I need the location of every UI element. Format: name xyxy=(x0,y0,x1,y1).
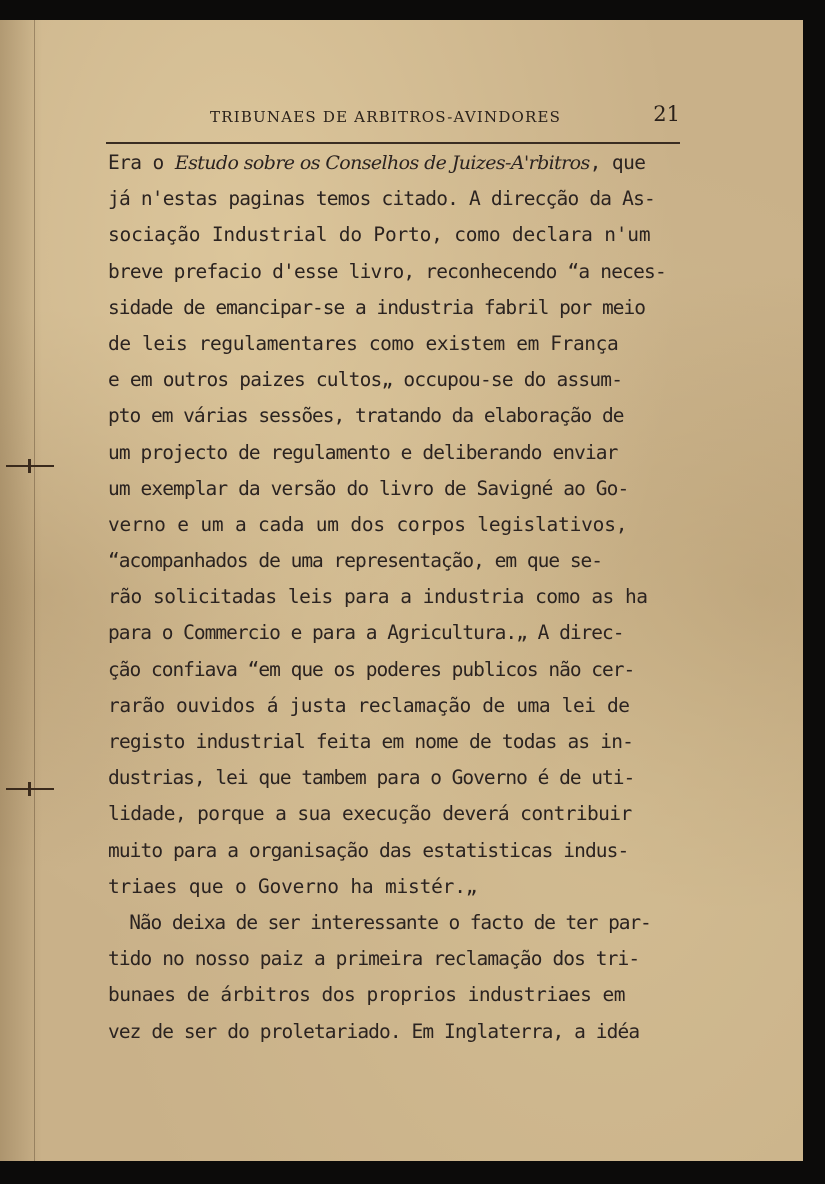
binding-crease xyxy=(34,20,35,1161)
text-line: tido no nosso paiz a primeira reclamação dos tri- xyxy=(108,947,640,971)
running-title: TRIBUNAES DE ARBITROS-AVINDORES xyxy=(210,108,562,126)
page-gutter-shadow xyxy=(0,20,42,1161)
text-line: dustrias, lei que tambem para o Governo é de uti- xyxy=(108,766,635,790)
binding-stitch-upper xyxy=(6,465,54,467)
text-line: de leis regulamentares como existem em França xyxy=(108,331,619,355)
text-line: verno e um a cada um dos corpos legislativos, xyxy=(108,512,628,536)
text-line: vez de ser do proletariado. Em Inglaterra, a idéa xyxy=(108,1019,640,1043)
text-line: para o Commercio e para a Agricultura.„ A direc- xyxy=(108,621,624,645)
text-line: sociação Industrial do Porto, como declara n'um xyxy=(108,223,651,247)
body-text xyxy=(108,145,688,1050)
text-line: muito para a organisação das estatisticas indus- xyxy=(108,838,629,862)
text-line: triaes que o Governo ha mistér.„ xyxy=(108,874,478,898)
text-line: breve prefacio d'esse livro, reconhecendo “a neces- xyxy=(108,259,666,283)
text-line: pto em várias sessões, tratando da elaboração de xyxy=(108,404,624,428)
binding-stitch-lower xyxy=(6,788,54,790)
text-line: registo industrial feita em nome de todas as in- xyxy=(108,730,634,753)
text-line: um projecto de regulamento e deliberando enviar xyxy=(108,440,618,464)
text-line: Era o Estudo sobre os Conselhos de Juizes-A'rbitros, que xyxy=(108,151,646,174)
text-line: lidade, porque a sua execução deverá contribuir xyxy=(108,802,632,826)
text-line: sidade de emancipar-se a industria fabril por meio xyxy=(108,295,645,319)
text-line: rão solicitadas leis para a industria como as ha xyxy=(108,585,648,609)
page-number: 21 xyxy=(653,102,680,126)
page-header xyxy=(108,100,684,130)
text-line: Não deixa de ser interessante o facto de ter par- xyxy=(108,910,651,934)
text-line: e em outros paizes cultos„ occupou-se do assum- xyxy=(108,368,623,392)
italic-title: Estudo sobre os Conselhos de Juizes-A'rbitros xyxy=(174,152,590,174)
text-line: ção confiava “em que os poderes publicos não cer- xyxy=(108,657,635,681)
header-rule xyxy=(106,142,680,144)
text-line: “acompanhados de uma representação, em que se- xyxy=(108,549,603,573)
text-line: bunaes de árbitros dos proprios industriaes em xyxy=(108,983,626,1007)
text-line: já n'estas paginas temos citado. A direcção da As- xyxy=(108,187,656,211)
text-line: um exemplar da versão do livro de Savigné ao Go- xyxy=(108,476,629,500)
text-line: rarão ouvidos á justa reclamação de uma lei de xyxy=(108,693,630,717)
